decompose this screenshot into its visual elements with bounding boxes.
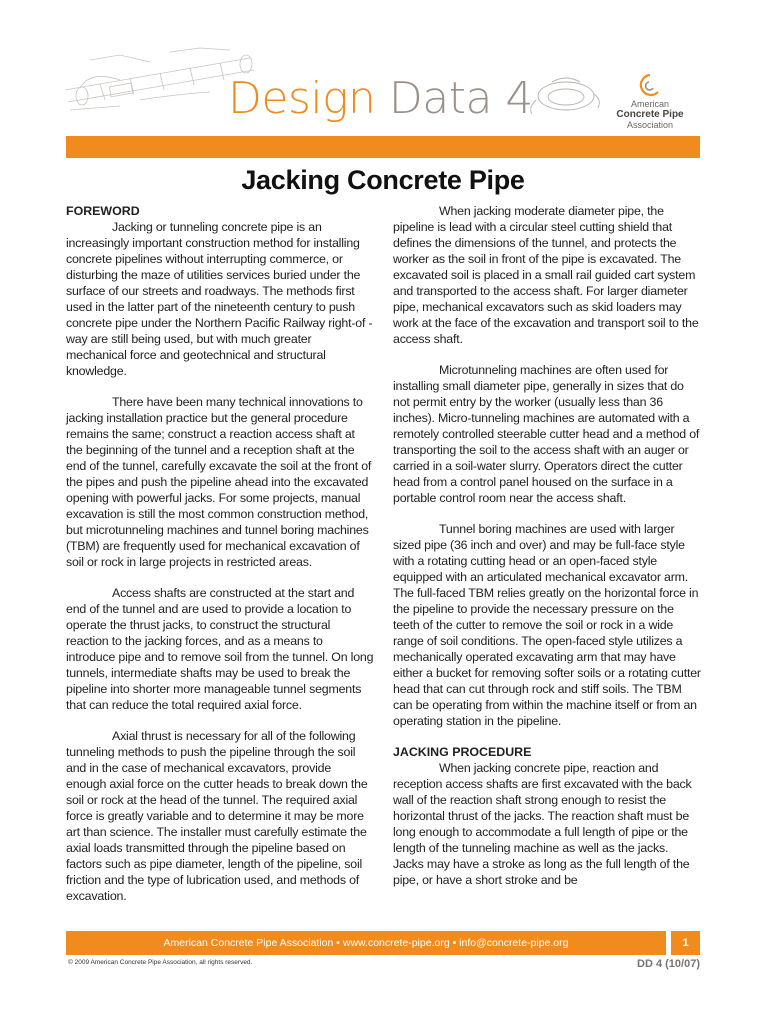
paragraph: There have been many technical innovations to jacking installation practice but the general procedure remains the same; construct a reaction access shaft at the beginning of the tunnel and a reception shaft at the end of the tunnel, carefully excavate the soil at the front of the pipes and push the pipeline ahead into the excavated opening with powerful jacks. For some projects, manual excavation is still the most common construction method, but microtunneling machines and tunnel boring machines (TBM) are frequently used for mechanical excavation of soil or rock in large projects in restricted areas. bbox=[66, 395, 372, 569]
foreword-heading: FOREWORD bbox=[66, 204, 140, 218]
acpa-logo-icon bbox=[636, 72, 662, 100]
paragraph: Microtunneling machines are often used for installing small diameter pipe, generally in sizes that do not permit entry by the worker (usually less than 36 inches). Micro-tunneling machines are automated with a remotely controlled steerable cutter head and a method of transporting the soil to the access shaft with an auger or carried in a soil-water slurry. Operators direct the cutter head from a control panel housed on the surface in a portable control room near the access shaft. bbox=[393, 363, 700, 505]
footer-contact-bar: American Concrete Pipe Association • www.concrete-pipe.org • info@concrete-pipe.org bbox=[66, 931, 666, 955]
paragraph: When jacking moderate diameter pipe, the pipeline is lead with a circular steel cutting shield that defines the dimensions of the tunnel, and protects the worker as the soil in front of the pipe is excavated. The excavated soil is placed in a small rail guided cart system and transported to the access shaft. For larger diameter pipe, mechanical excavators such as skid loaders may work at the face of the excavation and transport soil to the access shaft. bbox=[393, 204, 699, 346]
document-code: DD 4 (10/07) bbox=[637, 958, 700, 970]
header-accent-bar bbox=[66, 136, 700, 158]
series-title: Design Data 4 bbox=[228, 73, 533, 124]
jacking-procedure-heading: JACKING PROCEDURE bbox=[393, 745, 532, 759]
copyright-notice: © 2009 American Concrete Pipe Association, all rights reserved. bbox=[68, 959, 253, 966]
left-column bbox=[66, 203, 374, 919]
right-column bbox=[393, 203, 701, 888]
paragraph: Jacking or tunneling concrete pipe is an increasingly important construction method for installing concrete pipelines without interrupting commerce, or disturbing the maze of utilities services buried under the surface of our streets and roadways. The methods first used in the latter part of the nineteenth century to push concrete pipe under the Northern Pacific Railway right-of -way are still being used, but with much greater mechanical force and geotechnical and structural knowledge. bbox=[66, 220, 373, 378]
document-title: Jacking Concrete Pipe bbox=[241, 165, 525, 195]
acpa-logo-text: American Concrete Pipe Association bbox=[616, 99, 684, 130]
paragraph: Tunnel boring machines are used with larger sized pipe (36 inch and over) and may be full-face style with a rotating cutting head or an open-faced style equipped with an articulated mechanical excavator arm. The full-faced TBM relies greatly on the horizontal force in the pipeline to provide the necessary pressure on the teeth of the cutter to remove the soil or rock in a wide range of soil conditions. The open-faced style utilizes a mechanically operated excavating arm that may have either a bucket for removing softer soils or a rotating cutter head that can cut through rock and stiff soils. The TBM can be operating from within the machine itself or from an operating station in the pipeline. bbox=[393, 522, 701, 728]
paragraph: Axial thrust is necessary for all of the following tunneling methods to push the pipeline through the soil and in the case of mechanical excavators, provide enough axial force on the cutter heads to break down the soil or rock at the head of the tunnel. The required axial force is greatly variable and to determine it may be more art than science. The installer must carefully estimate the axial loads transmitted through the pipeline based on factors such as pipe diameter, length of the pipeline, soil friction and the type of lubrication used, and methods of excavation. bbox=[66, 729, 368, 903]
paragraph: When jacking concrete pipe, reaction and reception access shafts are first excavated with the back wall of the reaction shaft strong enough to resist the horizontal thrust of the jacks. The reaction shaft must be long enough to accommodate a full length of pipe or the length of the tunneling machine as well as the jacks. Jacks may have a stroke as long as the full length of the pipe, or have a short stroke and be bbox=[393, 761, 692, 887]
paragraph: Access shafts are constructed at the start and end of the tunnel and are used to provide a location to operate the thrust jacks, to construct the structural reaction to the jacking forces, and as a means to introduce pipe and to remove soil from the tunnel. On long tunnels, intermediate shafts may be used to break the pipeline into shorter more manageable tunnel segments that can reduce the total required axial force. bbox=[66, 586, 374, 712]
pipe-opening-illustration bbox=[522, 70, 604, 120]
page-number: 1 bbox=[671, 931, 700, 955]
